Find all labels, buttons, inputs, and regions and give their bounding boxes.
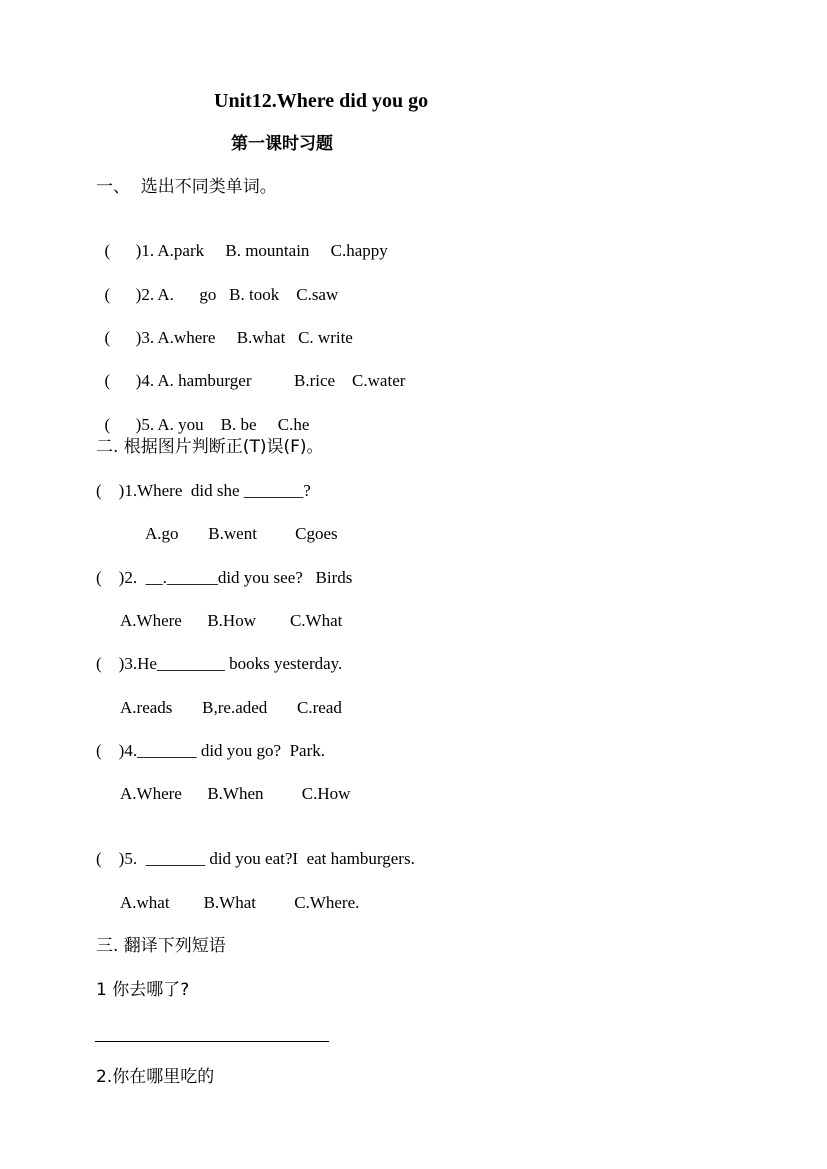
s2-options-4: A.Where B.When C.How xyxy=(120,784,351,803)
s1-item-3 xyxy=(96,308,353,348)
answer-bracket: ( ) xyxy=(104,371,142,390)
page-title: Unit12.Where did you go xyxy=(214,90,429,112)
s3-item-2: 2.你在哪里吃的 xyxy=(96,1067,215,1087)
answer-bracket: ( ) xyxy=(104,415,142,434)
s2-question-3: ( )3.He________ books yesterday. xyxy=(96,654,343,673)
s3-item-1: 1 你去哪了? xyxy=(96,980,190,1000)
s1-item-2 xyxy=(96,265,338,305)
answer-bracket: ( ) xyxy=(104,328,142,347)
s2-options-1: A.go B.went Cgoes xyxy=(145,524,338,543)
s2-question-5: ( )5. _______ did you eat?I eat hamburgers. xyxy=(96,849,415,868)
s1-item-4 xyxy=(96,351,405,391)
s1-item-1 xyxy=(96,221,388,261)
s2-question-4: ( )4._______ did you go? Park. xyxy=(96,741,326,760)
page-subtitle: 第一课时习题 xyxy=(231,134,333,154)
s1-item-text: 2. A. go B. took C.saw xyxy=(141,285,339,304)
s2-options-3: A.reads B,re.aded C.read xyxy=(120,698,342,717)
s1-item-text: 1. A.park B. mountain C.happy xyxy=(141,241,388,260)
section2-heading: 二. 根据图片判断正(T)误(F)。 xyxy=(96,437,324,457)
s2-options-2: A.Where B.How C.What xyxy=(120,611,343,630)
s2-options-5: A.what B.What C.Where. xyxy=(120,893,360,912)
s1-item-text: 4. A. hamburger B.rice C.water xyxy=(141,371,406,390)
s2-question-1: ( )1.Where did she _______? xyxy=(96,481,311,500)
s1-item-5 xyxy=(96,395,309,435)
answer-bracket: ( ) xyxy=(104,241,142,260)
section3-heading: 三. 翻译下列短语 xyxy=(96,936,226,956)
s2-question-2: ( )2. __.______did you see? Birds xyxy=(96,568,353,587)
section1-heading: 一、 选出不同类单词。 xyxy=(96,177,277,197)
s1-item-text: 5. A. you B. be C.he xyxy=(141,415,310,434)
answer-line[interactable] xyxy=(95,1041,329,1042)
s1-item-text: 3. A.where B.what C. write xyxy=(141,328,353,347)
answer-bracket: ( ) xyxy=(104,285,142,304)
